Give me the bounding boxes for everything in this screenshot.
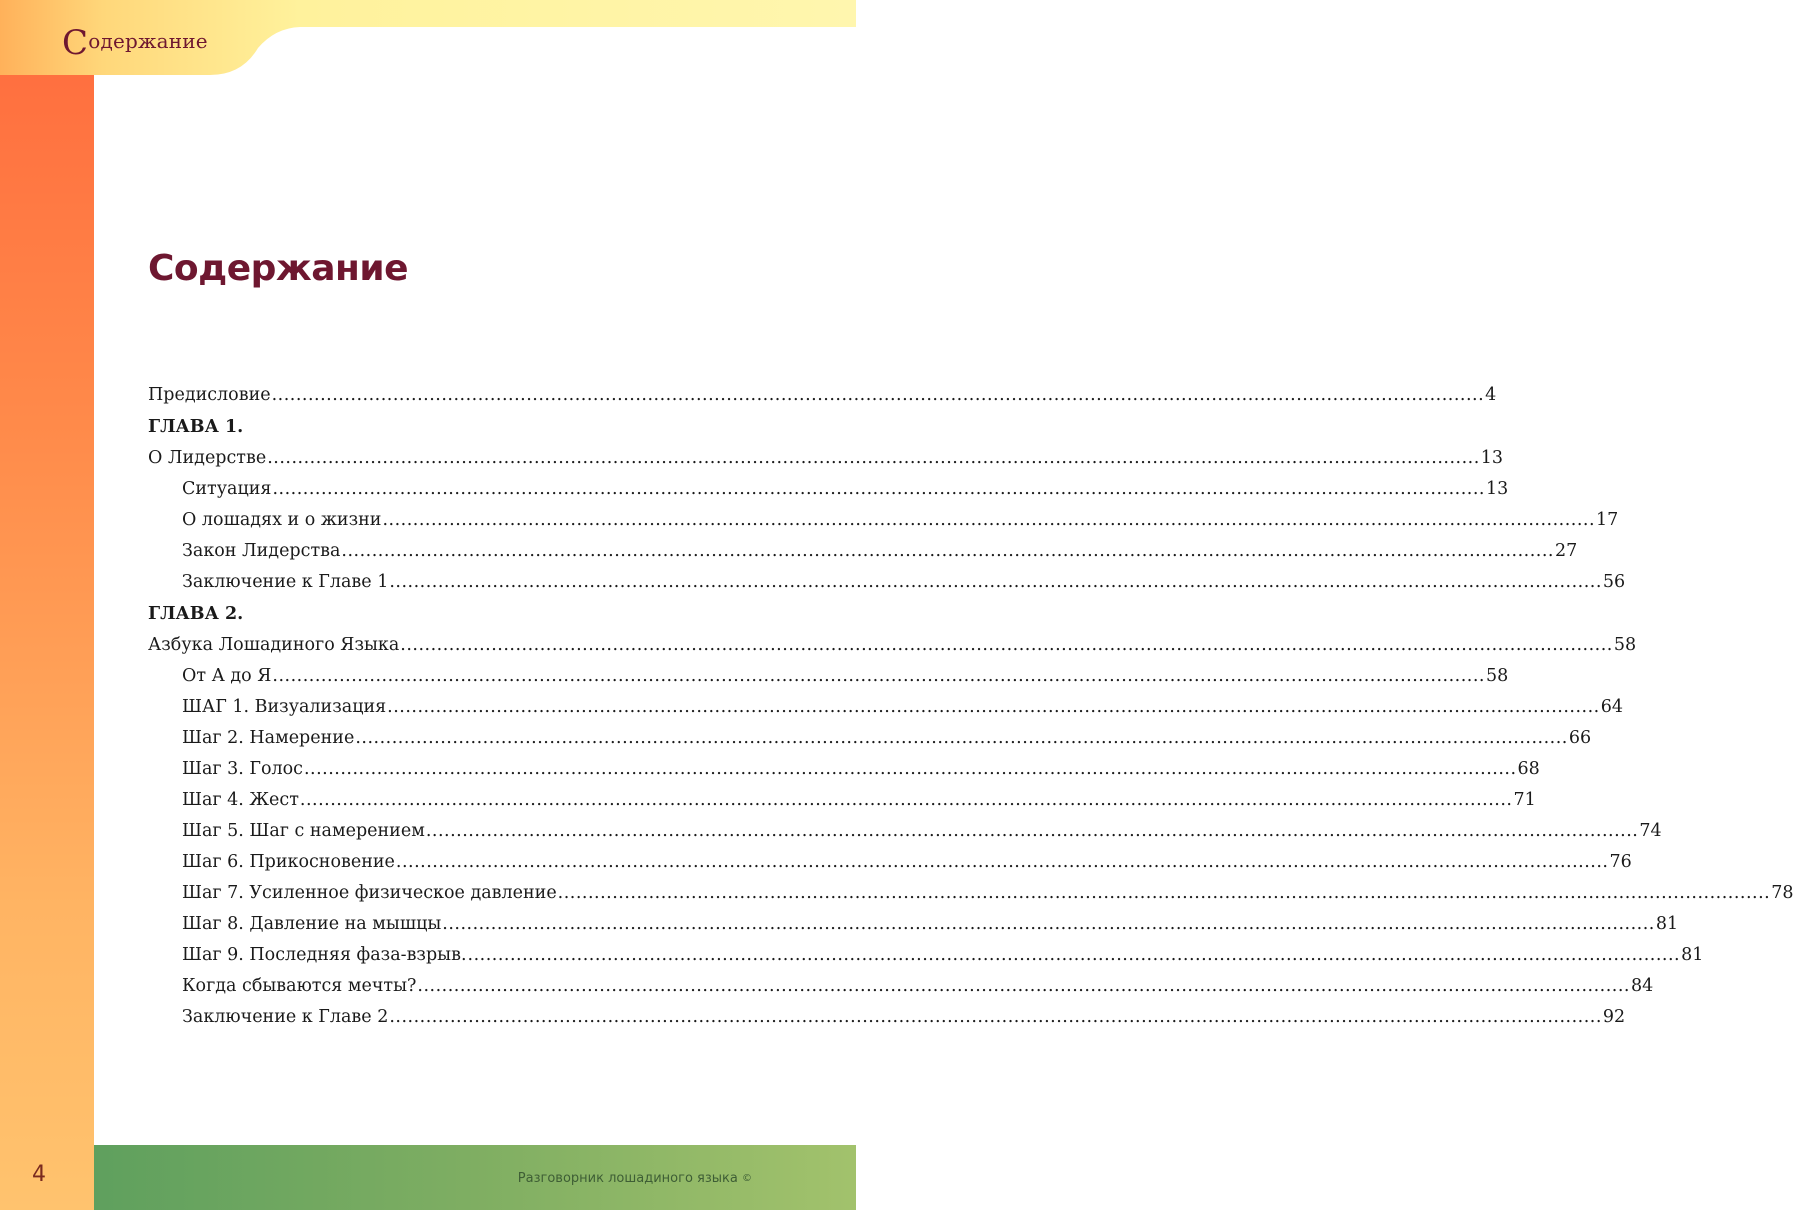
toc-subentry[interactable] [148, 505, 1619, 536]
header-band [0, 0, 856, 75]
page-title: Содержание [148, 248, 409, 289]
toc-subentry[interactable] [148, 661, 1509, 692]
toc-entry-page: 56 [1602, 572, 1626, 592]
toc-leader-dots: ........................................................................................................................................................................................................ [389, 1007, 1602, 1027]
left-decor-band [0, 0, 94, 1210]
toc-subentry[interactable] [148, 1002, 1626, 1033]
toc-entry-label: О Лидерстве [148, 448, 267, 468]
toc-leader-dots: ........................................................................................................................................................................................................ [417, 976, 1630, 996]
toc-entry-page: 78 [1771, 883, 1794, 903]
toc-entry-chapter-1[interactable] [148, 443, 1504, 474]
toc-entry-label: Шаг 5. Шаг с намерением [182, 821, 425, 841]
toc-entry-label: Шаг 8. Давление на мышцы [182, 914, 442, 934]
toc-entry-page: 68 [1517, 759, 1540, 779]
toc-leader-dots: ........................................................................................................................................................................................................ [400, 635, 1613, 655]
toc-subentry[interactable] [148, 816, 1662, 847]
toc-leader-dots: ........................................................................................................................................................................................................ [272, 666, 1485, 686]
copyright-mark: © [742, 1173, 752, 1184]
toc-leader-dots: ........................................................................................................................................................................................................ [303, 759, 1517, 779]
toc-subentry[interactable] [148, 785, 1536, 816]
toc-subentry[interactable] [148, 567, 1626, 598]
toc-subentry[interactable] [148, 754, 1540, 785]
toc-entry-label: ШАГ 1. Визуализация [182, 697, 387, 717]
toc-entry-label: Заключение к Главе 1 [182, 572, 389, 592]
toc-leader-dots: ........................................................................................................................................................................................................ [382, 510, 1596, 530]
toc-entry-label: Шаг 3. Голос [182, 759, 303, 779]
running-header [62, 23, 208, 63]
chapter-2-heading: ГЛАВА 2. [148, 604, 244, 624]
toc-leader-dots: ........................................................................................................................................................................................................ [271, 385, 1485, 405]
toc-entry-page: 71 [1513, 790, 1536, 810]
toc-subentry[interactable] [148, 847, 1632, 878]
toc-entry-page: 58 [1613, 635, 1637, 655]
toc-entry-page: 84 [1630, 976, 1654, 996]
toc-leader-dots: ........................................................................................................................................................................................................ [299, 790, 1513, 810]
toc-subentry[interactable] [148, 878, 1794, 909]
toc-entry-label: Когда сбываются мечты? [182, 976, 417, 996]
footer-book-title [518, 1171, 752, 1186]
chapter-1-heading: ГЛАВА 1. [148, 417, 244, 437]
toc-subentry[interactable] [148, 971, 1654, 1002]
running-header-rest: одержание [88, 29, 208, 53]
toc-entry-page: 13 [1480, 448, 1504, 468]
toc-leader-dots: ........................................................................................................................................................................................................ [389, 572, 1602, 592]
toc-entry-page: 74 [1639, 821, 1662, 841]
toc-entry-label: Шаг 7. Усиленное физическое давление [182, 883, 557, 903]
toc-leader-dots: ........................................................................................................................................................................................................ [355, 728, 1568, 748]
toc-entry-page: 76 [1609, 852, 1632, 872]
toc-entry-label: Заключение к Главе 2 [182, 1007, 389, 1027]
toc-entry-page: 17 [1596, 510, 1619, 530]
toc-subentry[interactable] [148, 940, 1704, 971]
toc-leader-dots: ........................................................................................................................................................................................................ [267, 448, 1480, 468]
running-header-initial: С [62, 23, 89, 63]
toc-entry-chapter-2[interactable] [148, 630, 1637, 661]
toc-entry-label: Шаг 9. Последняя фаза-взрыв. [182, 945, 467, 965]
toc-entry-label: Шаг 6. Прикосновение [182, 852, 395, 872]
toc-subentry[interactable] [148, 909, 1679, 940]
toc-entry-label: Ситуация [182, 479, 272, 499]
toc-subentry[interactable] [148, 692, 1623, 723]
toc-entry-page: 66 [1568, 728, 1592, 748]
toc-subentry[interactable] [148, 474, 1509, 505]
toc-entry-page: 81 [1681, 945, 1704, 965]
toc-entry-label: Азбука Лошадиного Языка [148, 635, 400, 655]
toc-subentry[interactable] [148, 723, 1592, 754]
toc-entry-page: 4 [1485, 385, 1497, 405]
toc-entry-label: От А до Я [182, 666, 272, 686]
toc-leader-dots: ........................................................................................................................................................................................................ [272, 479, 1485, 499]
footer-book-title-text: Разговорник лошадиного языка [517, 1171, 738, 1186]
toc-entry-page: 58 [1485, 666, 1509, 686]
toc-leader-dots: ........................................................................................................................................................................................................ [387, 697, 1600, 717]
toc-entry-page: 13 [1486, 479, 1509, 499]
toc-entry-label: Шаг 4. Жест [182, 790, 299, 810]
toc-entry-page: 27 [1554, 541, 1578, 561]
toc-leader-dots: ........................................................................................................................................................................................................ [467, 945, 1681, 965]
toc-leader-dots: ........................................................................................................................................................................................................ [341, 541, 1554, 561]
toc-leader-dots: ........................................................................................................................................................................................................ [442, 914, 1655, 934]
toc-leader-dots: ........................................................................................................................................................................................................ [557, 883, 1771, 903]
table-of-contents [148, 380, 1794, 1033]
toc-entry-label: Предисловие [148, 385, 271, 405]
toc-entry-label: О лошадях и о жизни [182, 510, 382, 530]
page-number: 4 [32, 1162, 46, 1187]
toc-leader-dots: ........................................................................................................................................................................................................ [425, 821, 1639, 841]
toc-subentry[interactable] [148, 536, 1578, 567]
toc-entry-page: 64 [1600, 697, 1623, 717]
toc-entry-label: Закон Лидерства [182, 541, 341, 561]
toc-leader-dots: ........................................................................................................................................................................................................ [395, 852, 1609, 872]
toc-entry-page: 81 [1655, 914, 1679, 934]
toc-entry-label: Шаг 2. Намерение [182, 728, 355, 748]
toc-entry-page: 92 [1602, 1007, 1626, 1027]
toc-entry-preface[interactable] [148, 380, 1497, 411]
